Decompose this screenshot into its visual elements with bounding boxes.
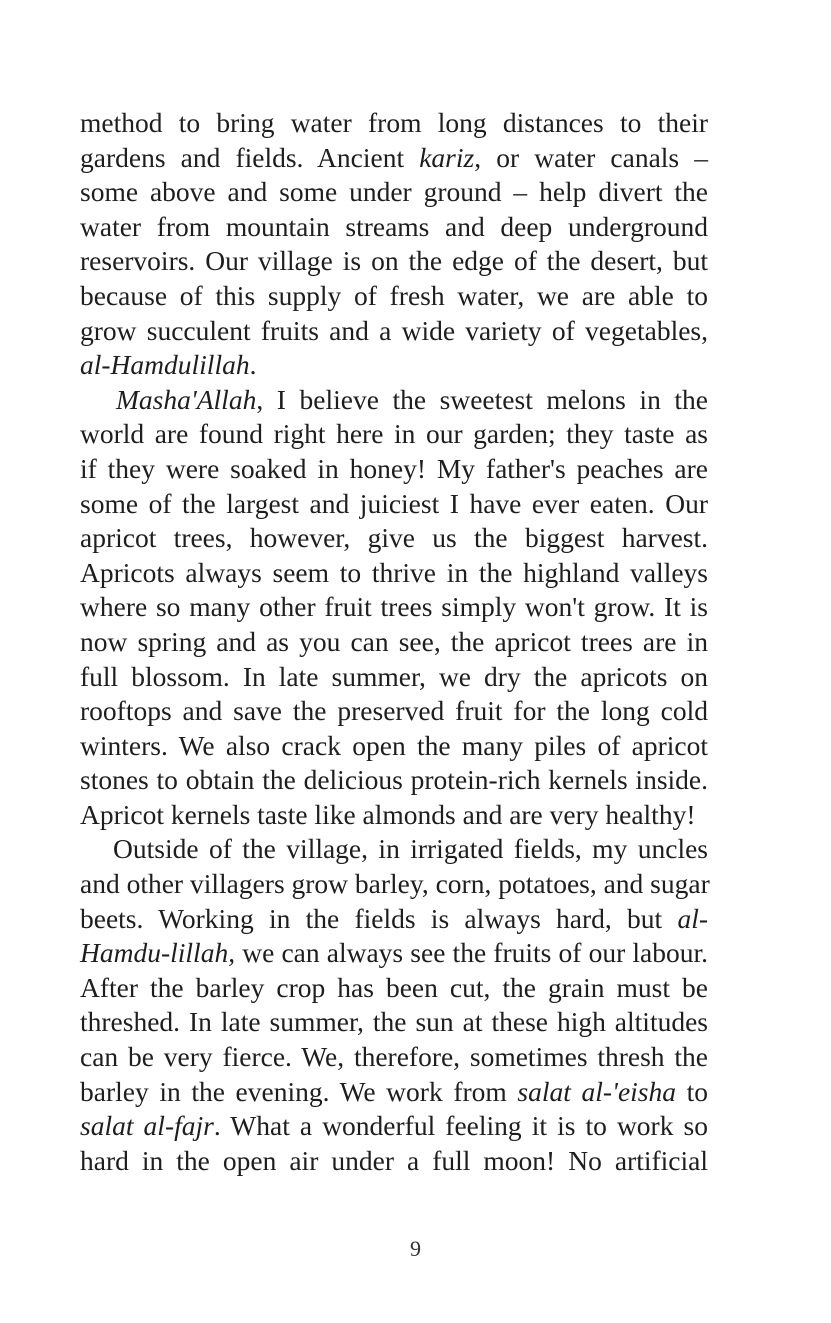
text-segment: reservoirs. Our village is on the edge of the desert, but xyxy=(80,245,708,277)
text-segment: apricot trees, however, give us the biggest harvest. xyxy=(80,522,708,554)
text-line xyxy=(80,729,708,764)
text-segment: hard in the open air under a full moon! No artificial xyxy=(80,1144,708,1176)
text-segment: can be very fierce. We, therefore, sometimes thresh the xyxy=(80,1041,708,1073)
italic-term: Hamdu-lillah, xyxy=(80,937,236,969)
text-line xyxy=(80,175,708,210)
text-line xyxy=(80,556,708,591)
text-segment: where so many other fruit trees simply won't grow. It is xyxy=(80,591,708,623)
text-segment: barley in the evening. We work from xyxy=(80,1075,518,1107)
text-line xyxy=(80,279,708,314)
text-line xyxy=(80,971,708,1006)
body-text xyxy=(80,106,708,1178)
text-line xyxy=(80,1040,708,1075)
text-segment: to xyxy=(676,1075,709,1107)
text-segment: Apricots always seem to thrive in the highland valleys xyxy=(80,556,708,588)
text-line xyxy=(80,244,708,279)
text-segment: we can always see the fruits of our labour. xyxy=(235,937,708,969)
text-segment: and other villagers grow barley, corn, potatoes, and sugar xyxy=(80,868,710,900)
text-segment: , I believe the sweetest melons in the xyxy=(256,383,708,415)
text-line xyxy=(80,1109,708,1144)
text-segment: Outside of the village, in irrigated fields, my uncles xyxy=(113,833,708,865)
text-segment: . What a wonderful feeling it is to work so xyxy=(213,1110,708,1142)
text-line xyxy=(80,590,708,625)
text-segment: if they were soaked in honey! My father's peaches are xyxy=(80,452,708,484)
text-segment: water from mountain streams and deep underground xyxy=(80,210,708,242)
text-line xyxy=(80,314,708,349)
text-segment: . xyxy=(249,349,257,381)
text-segment: gardens and fields. Ancient xyxy=(80,141,420,173)
text-line xyxy=(80,798,708,833)
text-segment: After the barley crop has been cut, the grain must be xyxy=(80,971,708,1003)
page-number: 9 xyxy=(410,1236,421,1261)
text-line xyxy=(80,763,708,798)
text-line xyxy=(80,417,708,452)
text-segment: stones to obtain the delicious protein-rich kernels inside. xyxy=(80,764,708,796)
text-segment: method to bring water from long distances to their xyxy=(80,107,708,138)
text-line xyxy=(80,106,708,141)
text-line xyxy=(80,383,708,418)
text-line xyxy=(80,452,708,487)
text-line xyxy=(80,141,708,176)
text-line xyxy=(80,487,708,522)
text-segment: Apricot kernels taste like almonds and are very healthy! xyxy=(80,798,696,830)
text-line xyxy=(80,867,708,902)
text-line xyxy=(80,902,708,937)
italic-term: al-Hamdulillah xyxy=(80,349,250,381)
text-line xyxy=(80,832,708,867)
italic-term: Masha'Allah xyxy=(116,383,257,415)
text-line xyxy=(80,210,708,245)
text-line xyxy=(80,1075,708,1110)
italic-term: kariz xyxy=(419,141,475,173)
text-segment: now spring and as you can see, the apricot trees are in xyxy=(80,625,708,657)
text-segment: grow succulent fruits and a wide variety of vegetables, xyxy=(80,314,708,346)
text-line xyxy=(80,521,708,556)
text-segment: full blossom. In late summer, we dry the apricots on xyxy=(80,660,708,692)
italic-term: salat al-'eisha xyxy=(517,1075,676,1107)
text-segment: because of this supply of fresh water, we are able to xyxy=(80,279,708,311)
text-segment: some of the largest and juiciest I have ever eaten. Our xyxy=(80,487,708,519)
text-line xyxy=(80,660,708,695)
text-line xyxy=(80,1144,708,1179)
text-line xyxy=(80,694,708,729)
italic-term: al- xyxy=(677,902,708,934)
italic-term: salat al-fajr xyxy=(80,1110,214,1142)
text-segment: , or water canals – xyxy=(474,141,709,173)
text-segment: rooftops and save the preserved fruit for the long cold xyxy=(80,695,708,727)
text-line xyxy=(80,625,708,660)
text-segment: threshed. In late summer, the sun at these high altitudes xyxy=(80,1006,708,1038)
text-segment: beets. Working in the fields is always hard, but xyxy=(80,902,678,934)
text-line xyxy=(80,1005,708,1040)
text-line xyxy=(80,936,708,971)
text-segment: winters. We also crack open the many piles of apricot xyxy=(80,729,708,761)
text-line xyxy=(80,348,708,383)
text-segment: world are found right here in our garden; they taste as xyxy=(80,418,708,450)
text-segment: some above and some under ground – help divert the xyxy=(80,176,708,208)
